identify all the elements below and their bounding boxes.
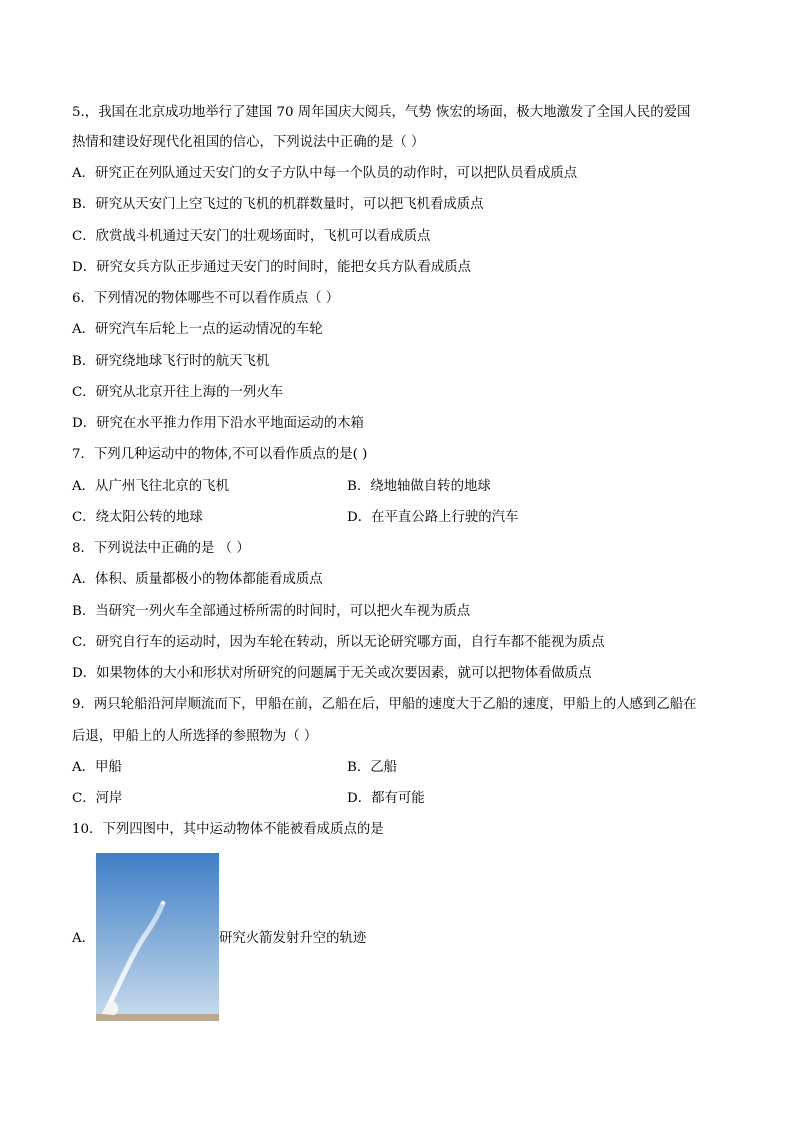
q10-option-a-caption: 研究火箭发射升空的轨迹	[219, 931, 367, 946]
q5-option-d: D．研究女兵方队正步通过天安门的时间时，能把女兵方队看成质点	[72, 260, 472, 275]
q5-option-c: C．欣赏战斗机通过天安门的壮观场面时，飞机可以看成质点	[72, 229, 431, 244]
q6-option-b: B．研究绕地球飞行时的航天飞机	[72, 354, 270, 369]
q6-option-d: D．研究在水平推力作用下沿水平地面运动的木箱	[72, 416, 364, 431]
q9-option-b: B．乙船	[347, 760, 398, 775]
q6-option-a: A．研究汽车后轮上一点的运动情况的车轮	[72, 322, 323, 337]
q8-option-b: B．当研究一列火车全部通过桥所需的时间时，可以把火车视为质点	[72, 604, 471, 619]
q8-option-c: C．研究自行车的运动时，因为车轮在转动，所以无论研究哪方面，自行车都不能视为质点	[72, 635, 605, 650]
q7-option-a: A．从广州飞往北京的飞机	[72, 479, 229, 494]
q10-stem: 10．下列四图中，其中运动物体不能被看成质点的是	[72, 822, 384, 837]
ground-strip	[96, 1014, 219, 1021]
q9-option-a: A．甲船	[72, 760, 122, 775]
q5-stem-line2: 热情和建设好现代化祖国的信心，下列说法中正确的是（ ）	[72, 135, 425, 150]
q9-stem-line2: 后退，甲船上的人所选择的参照物为（ ）	[72, 729, 318, 744]
q8-option-d: D．如果物体的大小和形状对所研究的问题属于无关或次要因素，就可以把物体看做质点	[72, 666, 592, 681]
q5-stem-line1: 5.，我国在北京成功地举行了建国 70 周年国庆大阅兵，气势 恢宏的场面，极大地激发了全国人民的爱国	[72, 105, 691, 120]
q10-option-a	[72, 853, 472, 1021]
q5-option-a: A．研究正在列队通过天安门的女子方队中每一个队员的动作时，可以把队员看成质点	[72, 166, 578, 181]
q6-stem: 6．下列情况的物体哪些不可以看作质点（ ）	[72, 291, 340, 306]
q7-option-b: B．绕地轴做自转的地球	[347, 479, 491, 494]
q9-stem-line1: 9．两只轮船沿河岸顺流而下，甲船在前，乙船在后，甲船的速度大于乙船的速度，甲船上的人感到乙船在	[72, 697, 697, 712]
q7-option-c: C．绕太阳公转的地球	[72, 510, 203, 525]
q10-option-a-label: A．	[72, 931, 96, 946]
q9-option-c: C．河岸	[72, 791, 123, 806]
q9-option-d: D．都有可能	[347, 791, 425, 806]
q7-option-d: D．在平直公路上行驶的汽车	[347, 510, 519, 525]
q6-option-c: C．研究从北京开往上海的一列火车	[72, 385, 284, 400]
q8-option-a: A．体积、质量都极小的物体都能看成质点	[72, 572, 323, 587]
q5-option-b: B．研究从天安门上空飞过的飞机的机群数量时，可以把飞机看成质点	[72, 197, 484, 212]
rocket-launch-photo-icon	[96, 853, 219, 1021]
q7-stem: 7．下列几种运动中的物体,不可以看作质点的是( )	[72, 447, 368, 462]
rocket-tip	[161, 901, 164, 904]
q8-stem: 8．下列说法中正确的是 （ ）	[72, 541, 250, 556]
